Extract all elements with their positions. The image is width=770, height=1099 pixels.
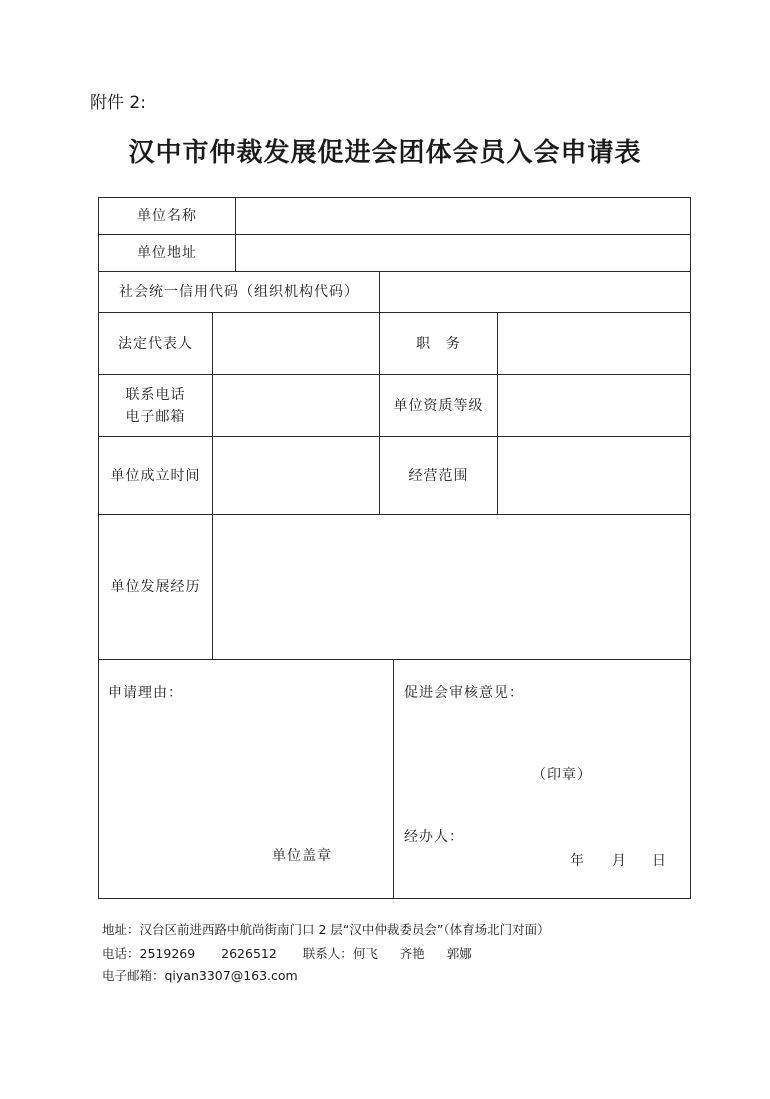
- credit-code-label: 社会统一信用代码（组织机构代码）: [119, 284, 359, 300]
- footer-email: 电子邮箱：qiyan3307@163.com: [102, 968, 298, 983]
- reason-label: 申请理由：: [108, 685, 183, 701]
- footer-contact-3: 郭娜: [446, 946, 472, 961]
- unit-address-field[interactable]: [236, 235, 690, 271]
- form-border-bottom: [98, 898, 691, 899]
- unit-name-label: 单位名称: [137, 208, 197, 224]
- unit-name-field[interactable]: [236, 198, 690, 234]
- footer-phone-2: 2626512: [221, 946, 277, 961]
- seal-label: （印章）: [532, 767, 592, 783]
- footer-phone-label: 电话：: [102, 946, 140, 961]
- review-label: 促进会审核意见：: [404, 685, 524, 701]
- form-border-right: [690, 197, 691, 899]
- history-field[interactable]: [213, 515, 690, 659]
- legal-rep-label: 法定代表人: [118, 335, 193, 352]
- email-label: 电子邮箱: [125, 408, 186, 425]
- footer-address: 地址：汉台区前进西路中航尚街南门口 2 层“汉中仲裁委员会”（体育场北门对面）: [102, 922, 550, 937]
- page-title: 汉中市仲裁发展促进会团体会员入会申请表: [128, 138, 642, 168]
- qualification-field[interactable]: [498, 375, 690, 436]
- footer-contact-line: [102, 944, 472, 962]
- row-line: [98, 659, 691, 660]
- credit-code-field[interactable]: [380, 272, 690, 312]
- position-field[interactable]: [498, 313, 690, 374]
- legal-rep-field[interactable]: [213, 313, 379, 374]
- footer-contact-label: 联系人：: [302, 946, 353, 961]
- contact-labels: [99, 375, 212, 436]
- unit-seal-label: 单位盖章: [272, 848, 332, 864]
- founded-label: 单位成立时间: [110, 467, 201, 484]
- handler-label: 经办人：: [404, 829, 464, 845]
- date-day: 日: [652, 853, 667, 869]
- footer-contact-2: 齐艳: [399, 946, 425, 961]
- founded-field[interactable]: [213, 437, 379, 514]
- phone-label: 联系电话: [125, 386, 186, 403]
- scope-field[interactable]: [498, 437, 690, 514]
- history-label: 单位发展经历: [110, 579, 201, 595]
- position-label: 职 务: [416, 335, 461, 352]
- qualification-label: 单位资质等级: [393, 397, 484, 414]
- col-line: [393, 659, 394, 899]
- attachment-label: 附件 2:: [90, 93, 146, 113]
- scope-label: 经营范围: [408, 467, 469, 484]
- unit-address-label: 单位地址: [137, 245, 197, 261]
- contact-field[interactable]: [213, 375, 379, 436]
- footer-contact-1: 何飞: [352, 946, 378, 961]
- date-year: 年: [570, 853, 585, 869]
- footer-phone-1: 2519269: [139, 946, 196, 961]
- reason-field[interactable]: [99, 705, 393, 835]
- date-month: 月: [612, 853, 627, 869]
